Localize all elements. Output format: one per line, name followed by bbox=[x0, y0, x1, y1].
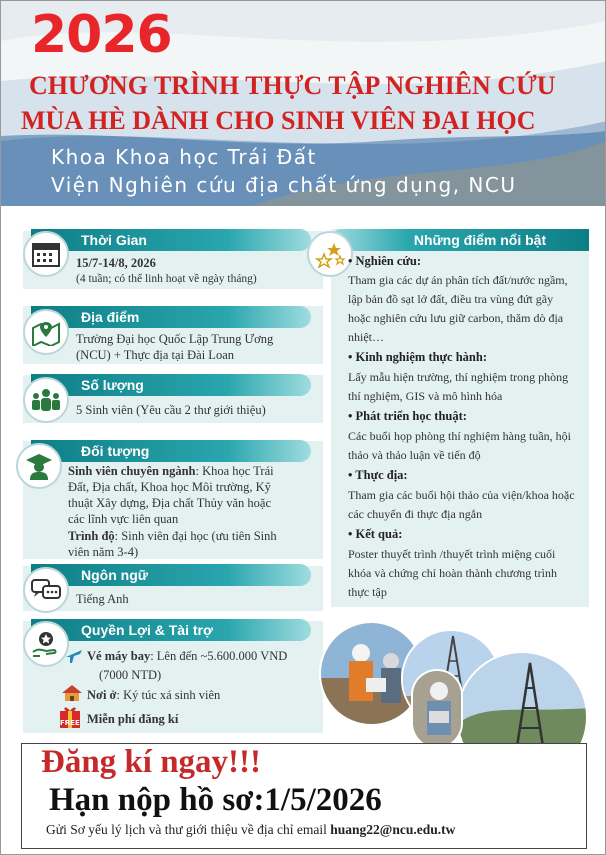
house-icon bbox=[61, 684, 83, 706]
subtitle-line-1: Khoa Khoa học Trái Đất bbox=[51, 145, 317, 169]
quantity-text: 5 Sinh viên (Yêu cầu 2 thư giới thiệu) bbox=[76, 403, 266, 417]
highlight-practice-l2: thí nghiệm, GIS và mô hình hóa bbox=[348, 389, 503, 403]
title-line-2: MÙA HÈ DÀNH CHO SINH VIÊN ĐẠI HỌC bbox=[21, 106, 536, 135]
highlight-result-heading: • Kết quả: bbox=[348, 527, 403, 541]
benefit-free: Miễn phí đăng kí bbox=[87, 712, 179, 726]
highlight-research-l2: lập bản đồ sạt lở đất, điều tra vùng đứt gãy bbox=[348, 292, 554, 306]
people-icon bbox=[23, 377, 69, 423]
flight-l1: : Lên đến ~5.600.000 VND bbox=[150, 649, 288, 663]
highlight-result-l1: Poster thuyết trình /thuyết trình miệng cuối bbox=[348, 547, 556, 561]
highlight-field-l2: các chuyến đi thực địa ngắn bbox=[348, 507, 483, 521]
highlight-research-l3: hoặc nghiên cứu lưu giữ carbon, thăm dò địa bbox=[348, 311, 564, 325]
student-photo bbox=[411, 669, 463, 749]
time-title: Thời Gian bbox=[31, 229, 311, 251]
highlight-research-heading: • Nghiên cứu: bbox=[348, 254, 421, 268]
benefit-flight-line-2: (7000 NTD) bbox=[99, 668, 162, 682]
benefits-title: Quyền Lợi & Tài trợ bbox=[31, 619, 311, 641]
target-major-line-4: các lĩnh vực liên quan bbox=[68, 512, 179, 526]
target-major-l1: : Khoa học Trái bbox=[195, 464, 274, 478]
airplane-icon bbox=[64, 647, 84, 669]
highlight-academic-heading: • Phát triển học thuật: bbox=[348, 409, 467, 423]
title-line-1: CHƯƠNG TRÌNH THỰC TẬP NGHIÊN CỨU bbox=[29, 71, 556, 100]
subtitle-line-2: Viện Nghiên cứu địa chất ứng dụng, NCU bbox=[51, 173, 517, 197]
header bbox=[1, 1, 606, 206]
target-major-label: Sinh viên chuyên ngành bbox=[68, 464, 196, 478]
highlight-practice-heading: • Kinh nghiệm thực hành: bbox=[348, 350, 487, 364]
highlight-practice-l1: Lấy mẫu hiện trường, thí nghiệm trong phòng bbox=[348, 370, 569, 384]
target-level-line-2: viên năm 3-4) bbox=[68, 545, 139, 559]
highlight-field-heading: • Thực địa: bbox=[348, 468, 408, 482]
target-level-l1: : Sinh viên đại học (ưu tiên Sinh bbox=[114, 529, 277, 543]
location-line-1: Trường Đại học Quốc Lập Trung Ương bbox=[76, 332, 274, 346]
highlight-academic-l1: Các buổi họp phòng thí nghiệm hàng tuần, hội bbox=[348, 429, 571, 443]
send-text: Gửi Sơ yếu lý lịch và thư giới thiệu về địa chỉ email bbox=[46, 822, 331, 837]
benefit-housing bbox=[87, 687, 220, 703]
graduate-icon bbox=[16, 443, 62, 489]
highlights-title: Những điểm nổi bật bbox=[331, 229, 589, 251]
target-title: Đối tượng bbox=[31, 440, 311, 462]
language-text: Tiếng Anh bbox=[76, 592, 129, 606]
deadline: Hạn nộp hồ sơ:1/5/2026 bbox=[49, 782, 382, 818]
language-title: Ngôn ngữ bbox=[31, 564, 311, 586]
target-major-line-2: Đất, Địa chất, Khoa học Môi trường, Kỹ bbox=[68, 480, 271, 494]
stars-icon bbox=[307, 231, 353, 277]
target-major-line-1 bbox=[68, 463, 274, 479]
housing-label: Nơi ở bbox=[87, 688, 117, 702]
time-note: (4 tuần; có thể linh hoạt về ngày tháng) bbox=[76, 273, 257, 285]
free-badge-text: FREE bbox=[60, 719, 80, 727]
highlight-result-l3: thực tập bbox=[348, 585, 387, 599]
highlight-result-l2: khóa và chứng chỉ hoàn thành chương trình bbox=[348, 566, 557, 580]
benefit-flight-line-1 bbox=[87, 648, 287, 664]
target-level-label: Trình độ bbox=[68, 529, 115, 543]
location-title: Địa điểm bbox=[31, 306, 311, 328]
register-now: Đăng kí ngay!!! bbox=[41, 744, 262, 780]
award-hand-icon bbox=[23, 621, 69, 667]
highlight-academic-l2: thảo và thảo luận về tiến độ bbox=[348, 448, 481, 462]
map-pin-icon bbox=[23, 309, 69, 355]
calendar-icon bbox=[23, 231, 69, 277]
housing-text: : Ký túc xá sinh viên bbox=[116, 688, 221, 702]
year-heading: 2026 bbox=[31, 5, 172, 65]
send-instructions bbox=[46, 822, 455, 838]
quantity-title: Số lượng bbox=[31, 374, 311, 396]
flight-label: Vé máy bay bbox=[87, 649, 151, 663]
chat-bubbles-icon bbox=[23, 567, 69, 613]
location-line-2: (NCU) + Thực địa tại Đài Loan bbox=[76, 348, 234, 362]
highlight-research-l1: Tham gia các dự án phân tích đất/nước ngầm, bbox=[348, 273, 568, 287]
free-gift-icon bbox=[57, 705, 83, 729]
target-level-line-1 bbox=[68, 528, 277, 544]
highlight-research-l4: nhiệt… bbox=[348, 330, 384, 344]
highlight-field-l1: Tham gia các buổi hội thảo của viện/khoa hoặc bbox=[348, 488, 575, 502]
contact-email[interactable]: huang22@ncu.edu.tw bbox=[330, 822, 456, 837]
time-dates: 15/7-14/8, 2026 bbox=[76, 256, 156, 270]
target-major-line-3: thuật Xây dựng, Địa chất Thủy văn hoặc bbox=[68, 496, 272, 510]
